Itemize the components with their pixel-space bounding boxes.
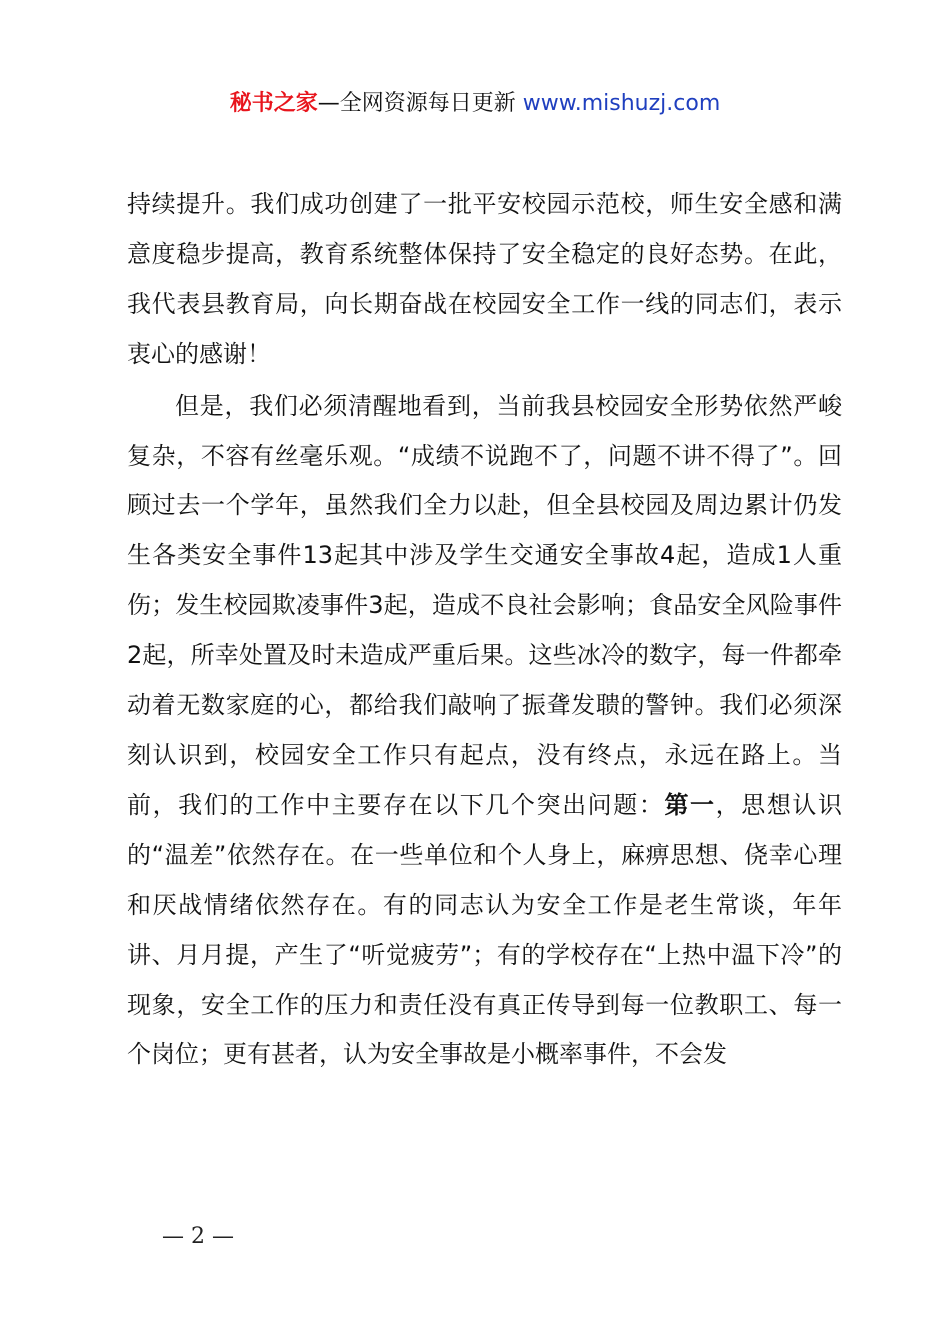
paragraph-1: 持续提升。我们成功创建了一批平安校园示范校，师生安全感和满意度稳步提高，教育系统整体保持了安全稳定的良好态势。在此，我代表县教育局，向长期奋战在校园安全工作一线的同志们，表示衷心的感谢！ (127, 190, 842, 368)
site-url-link[interactable]: www.mishuzj.com (522, 91, 721, 116)
page-number: — 2 — (162, 1224, 234, 1249)
header-tagline: —全网资源每日更新 (317, 91, 516, 116)
paragraph-2-text-after: ，思想认识的“温差”依然存在。在一些单位和个人身上，麻痹思想、侥幸心理和厌战情绪依然存在。有的同志认为安全工作是老生常谈，年年讲、月月提，产生了“听觉疲劳”；有的学校存在“上热中温下冷”的现象，安全工作的压力和责任没有真正传导到每一位教职工、每一个岗位；更有甚者，认为安全事故是小概率事件，不会发 (127, 790, 843, 1069)
page-header (0, 88, 950, 120)
brand-name: 秘书之家 (229, 91, 318, 116)
paragraph-2 (127, 382, 842, 1081)
paragraph-2-bold-lead: 第一 (664, 790, 716, 819)
paragraph-2-text-before: 但是，我们必须清醒地看到，当前我县校园安全形势依然严峻复杂，不容有丝毫乐观。“成绩不说跑不了，问题不讲不得了”。回顾过去一个学年，虽然我们全力以赴，但全县校园及周边累计仍发生各类安全事件13起其中涉及学生交通安全事故4起，造成1人重伤；发生校园欺凌事件3起，造成不良社会影响；食品安全风险事件2起，所幸处置及时未造成严重后果。这些冰冷的数字，每一件都牵动着无数家庭的心，都给我们敲响了振聋发聩的警钟。我们必须深刻认识到，校园安全工作只有起点，没有终点，永远在路上。当前，我们的工作中主要存在以下几个突出问题： (127, 391, 842, 819)
document-body (127, 180, 842, 1080)
